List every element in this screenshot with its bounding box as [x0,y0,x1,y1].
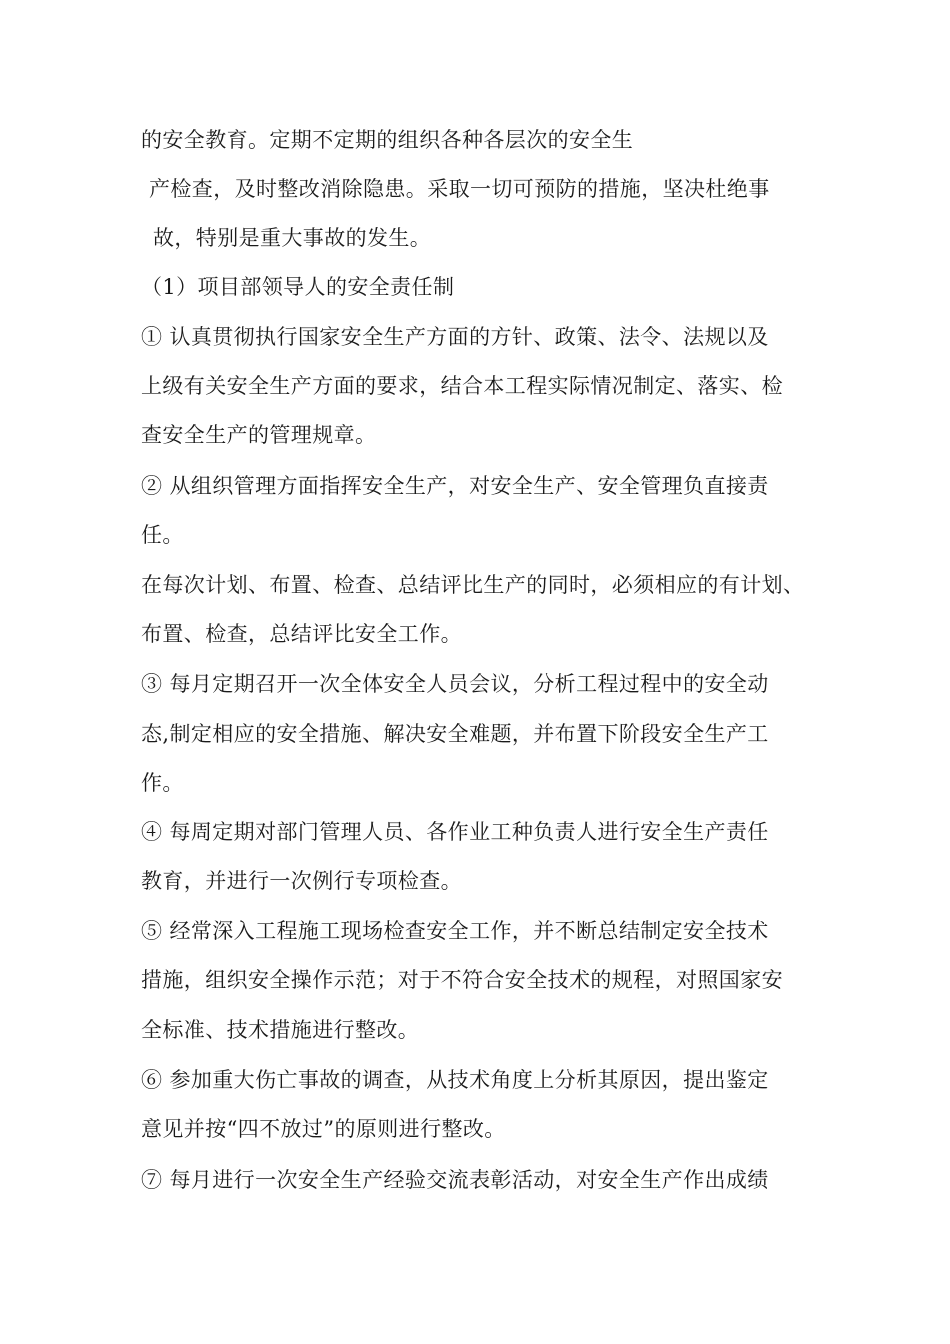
text-line: 产检查，及时整改消除隐患。采取一切可预防的措施，坚决杜绝事 [149,177,770,201]
text-line: 教育，并进行一次例行专项检查。 [141,869,462,893]
text-line: 在每次计划、布置、检查、总结评比生产的同时，必须相应的有计划、 [141,573,805,597]
section-heading: （1）项目部领导人的安全责任制 [141,275,455,299]
list-item-1: ① 认真贯彻执行国家安全生产方面的方针、政策、法令、法规以及 [141,325,769,349]
text-line: 的安全教育。定期不定期的组织各种各层次的安全生 [141,128,634,152]
text-line: 查安全生产的管理规章。 [141,423,377,447]
text-line: 态,制定相应的安全措施、解决安全难题，并布置下阶段安全生产工 [141,722,769,746]
text-line: 措施，组织安全操作示范；对于不符合安全技术的规程，对照国家安 [141,968,783,992]
text-line: 故，特别是重大事故的发生。 [153,226,432,250]
text-line: 任。 [141,523,184,547]
list-item-7: ⑦ 每月进行一次安全生产经验交流表彰活动，对安全生产作出成绩 [141,1168,769,1192]
list-item-4: ④ 每周定期对部门管理人员、各作业工种负责人进行安全生产责任 [141,820,769,844]
list-item-3: ③ 每月定期召开一次全体安全人员会议，分析工程过程中的安全动 [141,672,769,696]
text-line: 全标准、技术措施进行整改。 [141,1018,420,1042]
list-item-5: ⑤ 经常深入工程施工现场检查安全工作，并不断总结制定安全技术 [141,919,769,943]
text-line: 布置、检查，总结评比安全工作。 [141,622,462,646]
text-line: 作。 [141,771,184,795]
text-line: 意见并按“四不放过”的原则进行整改。 [141,1117,506,1141]
list-item-6: ⑥ 参加重大伤亡事故的调查，从技术角度上分析其原因，提出鉴定 [141,1068,769,1092]
list-item-2: ② 从组织管理方面指挥安全生产，对安全生产、安全管理负直接责 [141,474,769,498]
text-line: 上级有关安全生产方面的要求，结合本工程实际情况制定、落实、检 [141,374,783,398]
